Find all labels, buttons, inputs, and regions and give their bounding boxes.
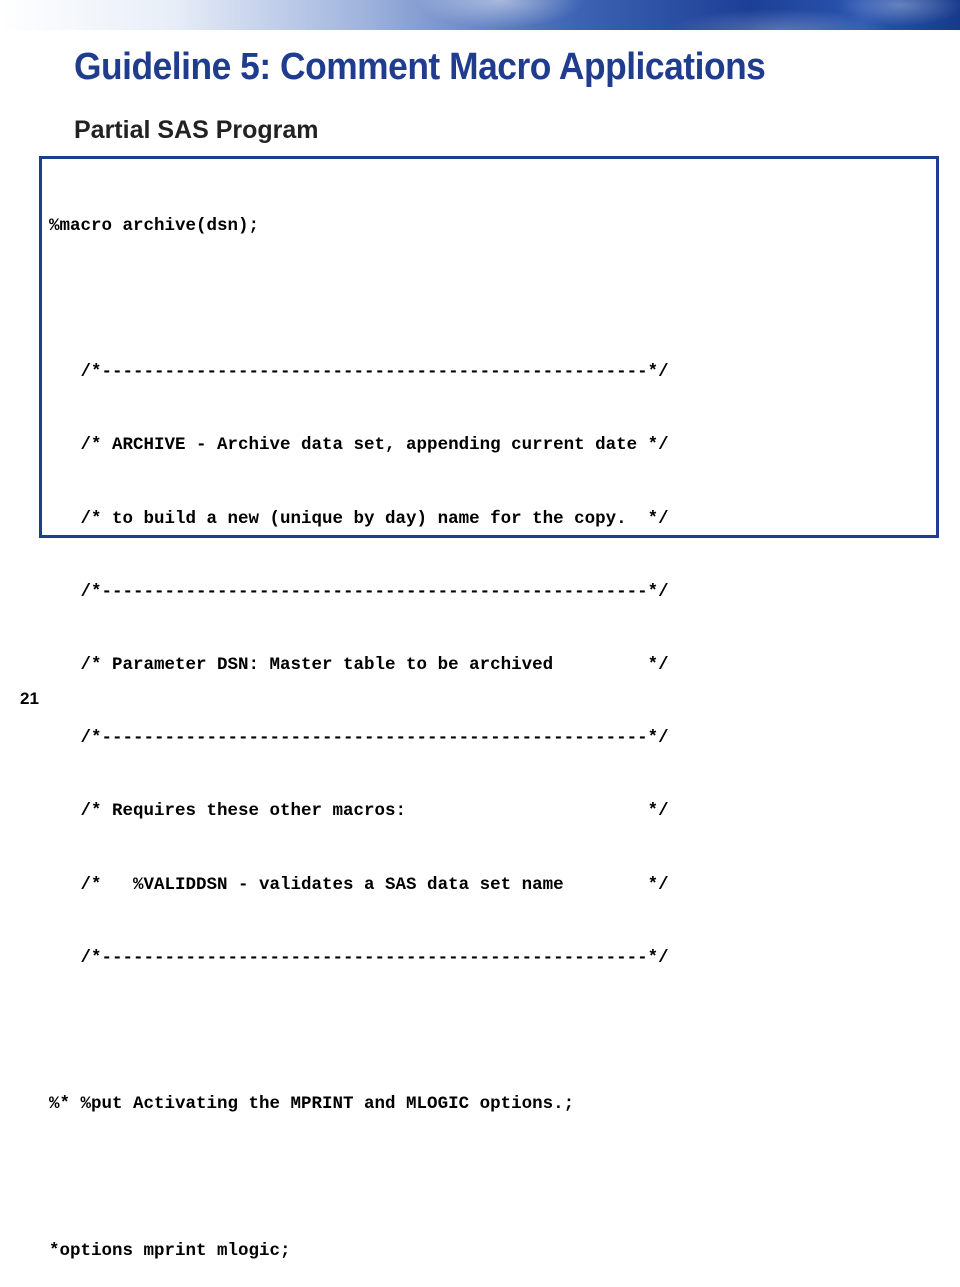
code-line: /*----------------------------------------------------*/: [49, 581, 669, 602]
slide-subtitle: Partial SAS Program: [74, 116, 319, 144]
page-number: 21: [20, 689, 39, 708]
slide-title: Guideline 5: Comment Macro Applications: [74, 46, 766, 88]
code-listing: [49, 165, 669, 1287]
code-line: /*----------------------------------------------------*/: [49, 362, 669, 383]
code-line: /* ARCHIVE - Archive data set, appending current date */: [49, 435, 669, 456]
code-line: /* Requires these other macros: */: [49, 801, 669, 822]
code-line: /* Parameter DSN: Master table to be archived */: [49, 655, 669, 676]
code-line: [49, 1165, 669, 1189]
banner-decoration: [300, 0, 960, 30]
header-banner: [0, 0, 960, 30]
code-line: /* to build a new (unique by day) name for the copy. */: [49, 508, 669, 529]
code-line: /*----------------------------------------------------*/: [49, 728, 669, 749]
code-line: /*----------------------------------------------------*/: [49, 947, 669, 968]
code-line: [49, 1019, 669, 1043]
code-line: *options mprint mlogic;: [49, 1240, 291, 1261]
code-line: %* %put Activating the MPRINT and MLOGIC options.;: [49, 1094, 575, 1115]
code-line: [49, 287, 669, 311]
code-line: /* %VALIDDSN - validates a SAS data set name */: [49, 874, 669, 895]
code-line: %macro archive(dsn);: [49, 215, 260, 236]
